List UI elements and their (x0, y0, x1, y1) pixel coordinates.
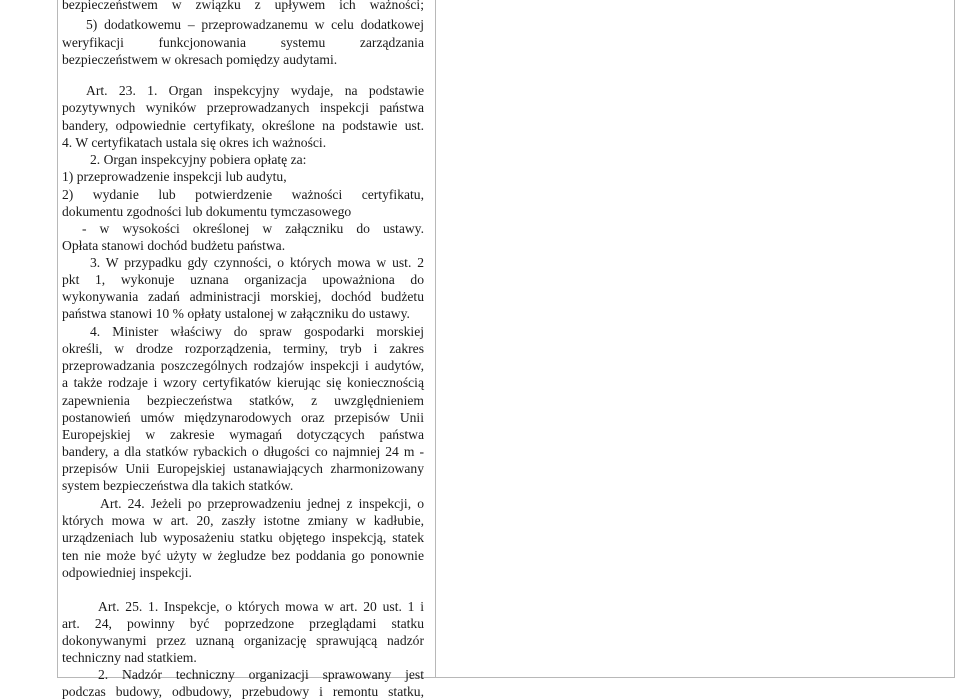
text-line: 2) wydanie lub potwierdzenie ważności certyfikatu, (62, 187, 424, 202)
text-line: podczas budowy, odbudowy, przebudowy i remontu statku, (62, 684, 424, 699)
text-line: Art. 24. Jeżeli po przeprowadzeniu jednej z inspekcji, o (100, 496, 424, 511)
text-line: których mowa w art. 20, zaszły istotne zmiany w kadłubie, (62, 513, 424, 528)
text-line: 5) dodatkowemu – przeprowadzanemu w celu dodatkowej (86, 17, 424, 32)
column-divider (435, 0, 436, 677)
text-line: urządzeniach lub wyposażeniu statku objętego inspekcją, statek (62, 530, 424, 545)
text-line: a także rodzaje i wzory certyfikatów kierując się koniecznością (62, 375, 424, 390)
text-line: bandery, a dla statków rybackich o długości co najmniej 24 m - (62, 444, 424, 459)
text-line: weryfikacji funkcjonowania systemu zarządzania (62, 35, 424, 50)
text-line: zapewnienia bezpieczeństwa statków, z uwzględnieniem (62, 393, 424, 408)
text-line: pozytywnych wyników przeprowadzanych inspekcji państwa (62, 100, 424, 115)
text-line: bezpieczeństwem w związku z upływem ich ważności; (62, 0, 424, 12)
text-line: postanowień umów międzynarodowych oraz przepisów Unii (62, 410, 424, 425)
text-line: 4. Minister właściwy do spraw gospodarki morskiej (90, 324, 424, 339)
text-line: przepisów Unii Europejskiej ustanawiających zharmonizowany (62, 461, 424, 476)
text-line: - w wysokości określonej w załączniku do ustawy. (82, 221, 424, 236)
text-line: państwa stanowi 10 % opłaty ustalonej w załączniku do ustawy. (62, 306, 410, 321)
text-line: 3. W przypadku gdy czynności, o których mowa w ust. 2 (90, 255, 424, 270)
text-line: system bezpieczeństwa dla takich statków. (62, 478, 294, 493)
text-line: 1) przeprowadzenie inspekcji lub audytu, (62, 169, 287, 184)
text-line: 2. Nadzór techniczny organizacji sprawowany jest (98, 667, 424, 682)
text-line: pkt 1, wykonuje uznana organizacja upoważniona do (62, 272, 424, 287)
text-line: określi, w drodze rozporządzenia, terminy, tryb i zakres (62, 341, 424, 356)
text-line: bandery, odpowiednie certyfikaty, określone na podstawie ust. (62, 118, 424, 133)
text-line: techniczny nad statkiem. (62, 650, 197, 665)
text-line: dokonywanymi przez uznaną organizację sprawującą nadzór (62, 633, 424, 648)
text-line: wykonywania zadań administracji morskiej, dochód budżetu (62, 289, 424, 304)
text-line: 2. Organ inspekcyjny pobiera opłatę za: (90, 152, 307, 167)
text-line: Art. 23. 1. Organ inspekcyjny wydaje, na podstawie (86, 83, 424, 98)
text-line: przeprowadzania poszczególnych rodzajów inspekcji i audytów, (62, 358, 424, 373)
text-line: Opłata stanowi dochód budżetu państwa. (62, 238, 286, 253)
text-line: ten nie może być użyty w żegludze bez poddania go ponownie (62, 548, 424, 563)
text-line: art. 24, powinny być poprzedzone przeglądami statku (62, 616, 424, 631)
text-line: dokumentu zgodności lub dokumentu tymczasowego (62, 204, 352, 219)
text-line: odpowiedniej inspekcji. (62, 565, 192, 580)
text-line: Europejskiej w zakresie wymagań dotyczących państwa (62, 427, 424, 442)
text-line: Art. 25. 1. Inspekcje, o których mowa w art. 20 ust. 1 i (98, 599, 424, 614)
text-line: 4. W certyfikatach ustala się okres ich ważności. (62, 135, 327, 150)
text-line: bezpieczeństwem w okresach pomiędzy audytami. (62, 52, 338, 67)
